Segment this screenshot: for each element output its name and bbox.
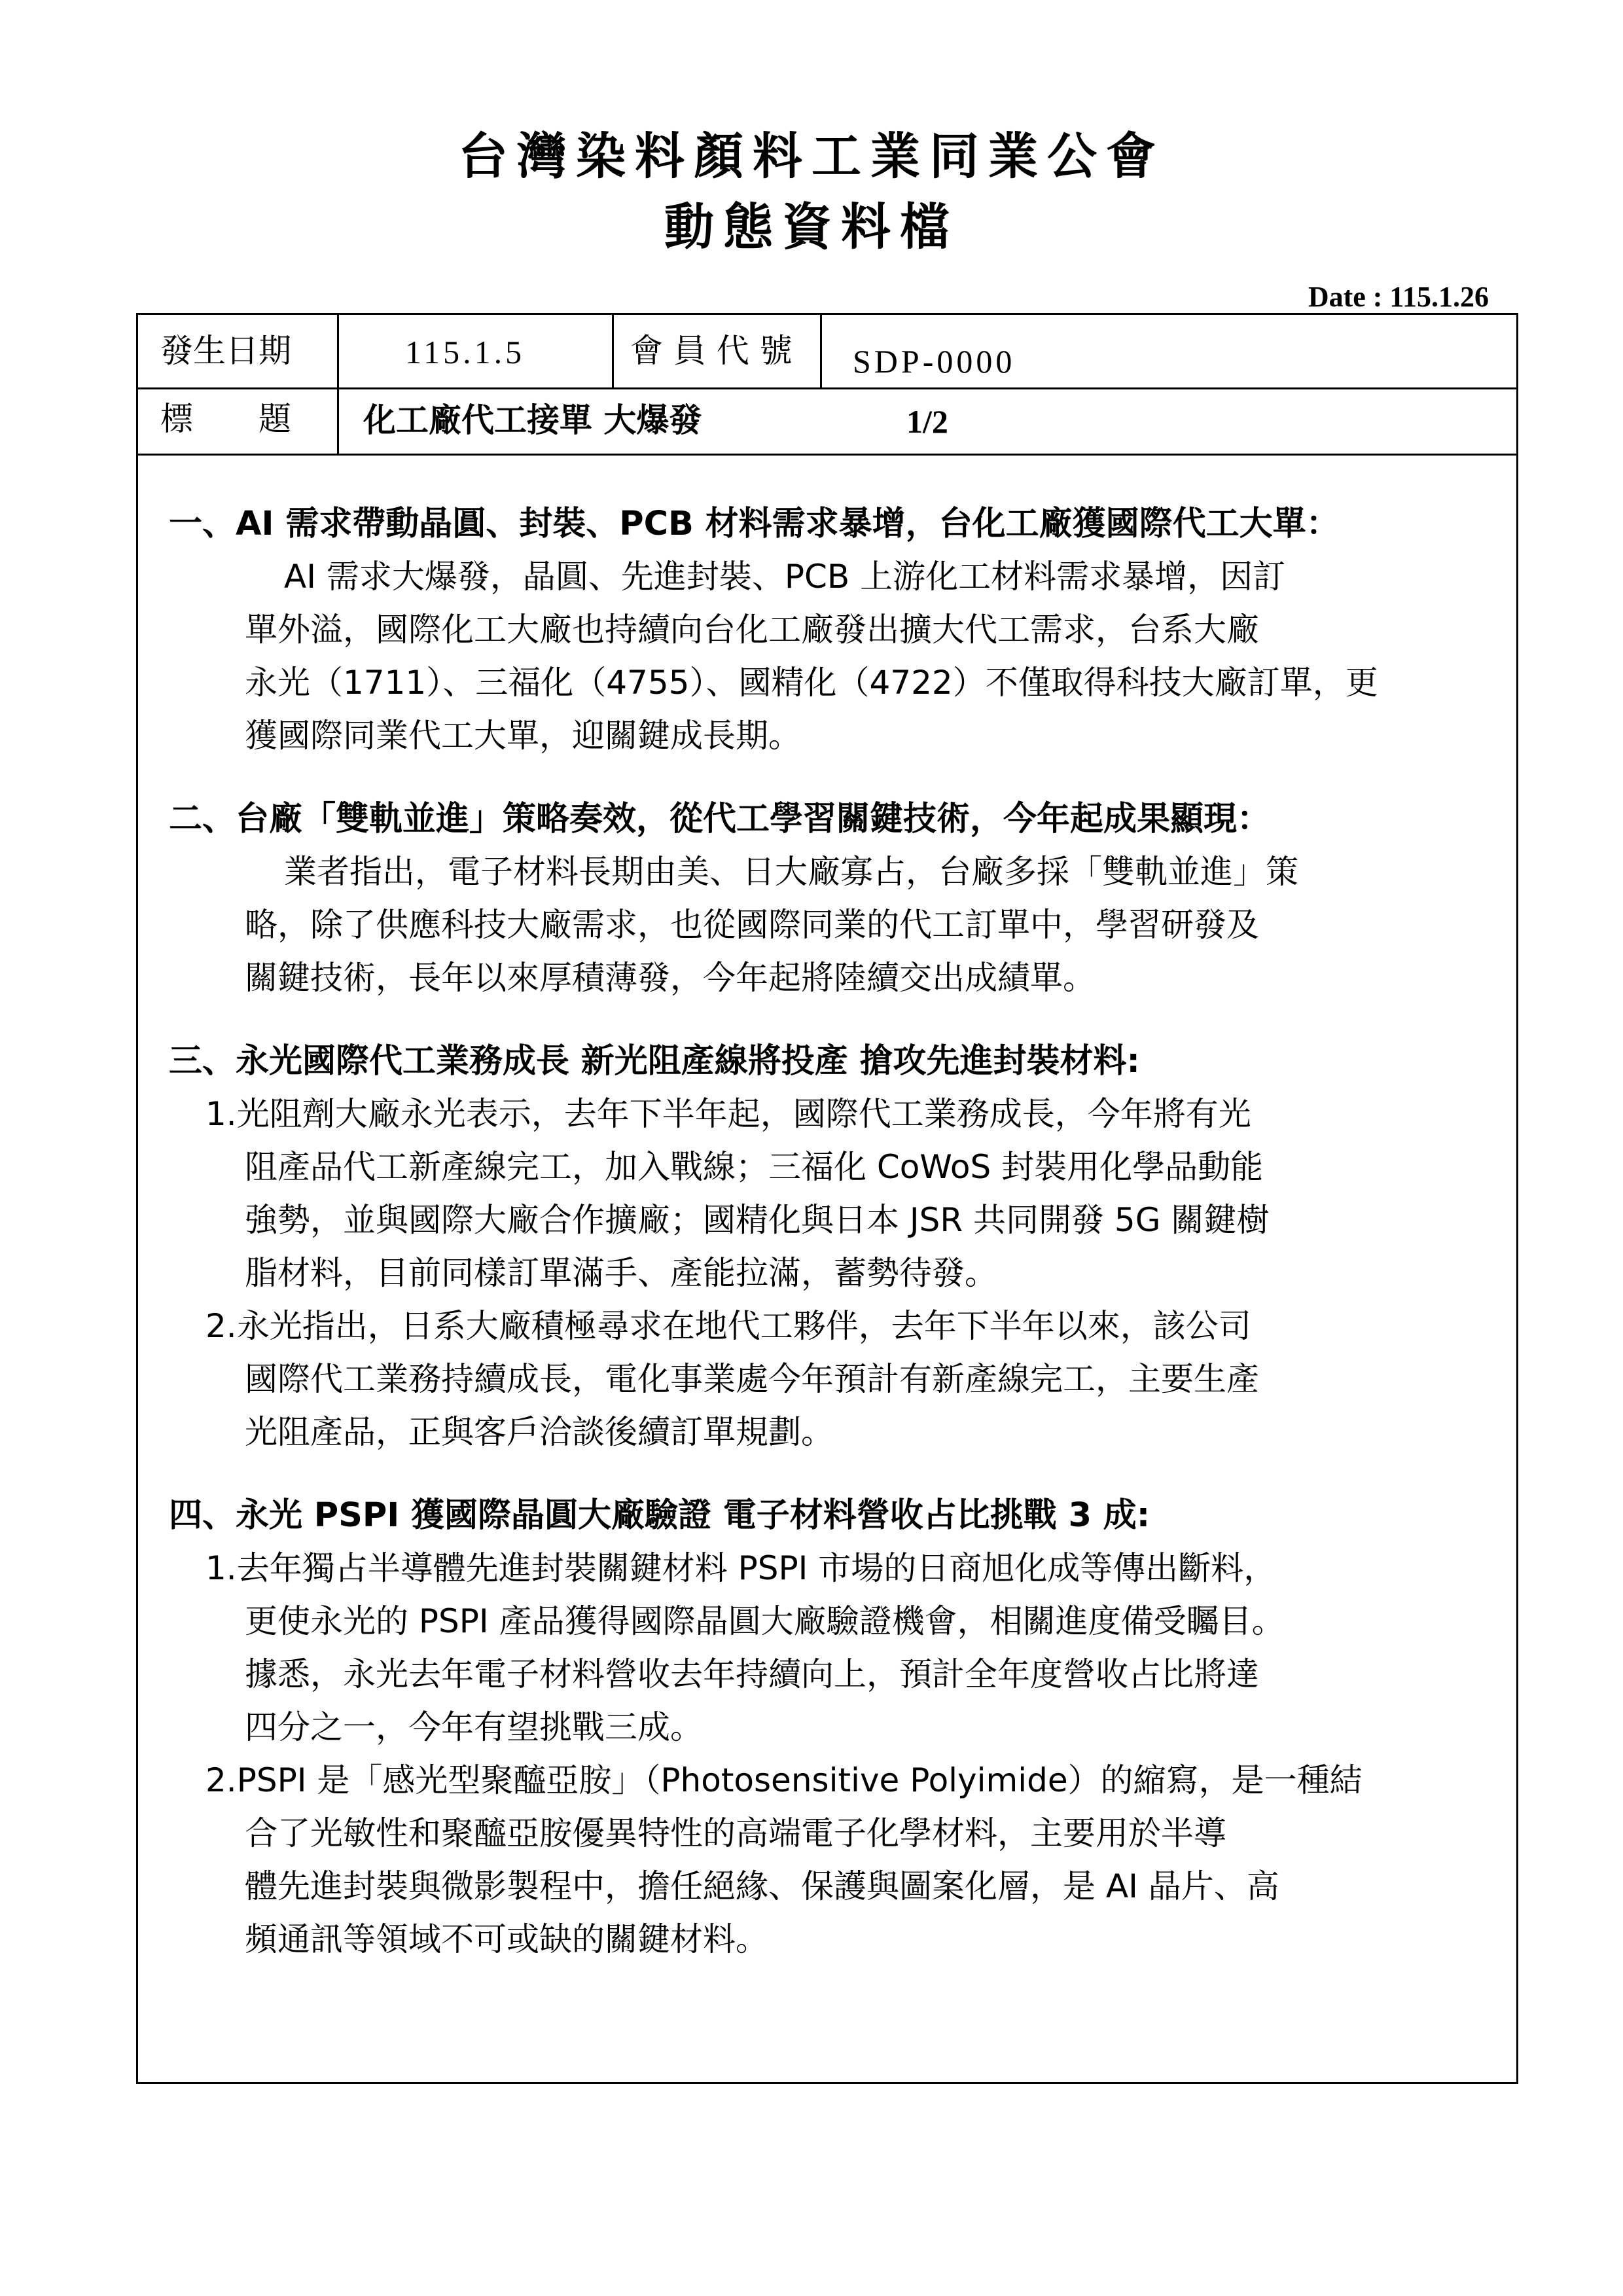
- section-1: [169, 497, 1504, 762]
- organization-title: 台灣染料顏料工業同業公會: [458, 127, 1165, 185]
- section-paragraph: [169, 846, 1504, 1005]
- list-item: [169, 1754, 1504, 1966]
- paragraph-line: 業者指出，電子材料長期由美、日大廠寡占，台廠多採「雙軌並進」策: [284, 853, 1298, 891]
- table-column-divider: [612, 315, 614, 387]
- section-3: [169, 1035, 1504, 1459]
- document-date: Date : 115.1.26: [1308, 281, 1489, 313]
- member-code-value: SDP-0000: [853, 343, 1016, 380]
- list-item-line: 頻通訊等領域不可或缺的關鍵材料。: [245, 1920, 768, 1958]
- subject-label: 標 題: [160, 400, 291, 438]
- document-body: [169, 497, 1504, 1996]
- paragraph-line: 永光（1711）、三福化（4755）、國精化（4722）不僅取得科技大廠訂單，更: [245, 664, 1378, 702]
- list-item-line: 脂材料，目前同樣訂單滿手、產能拉滿，蓄勢待發。: [245, 1254, 997, 1292]
- section-heading: 三、永光國際代工業務成長 新光阻產線將投產 搶攻先進封裝材料:: [169, 1042, 1140, 1081]
- paragraph-line: 獲國際同業代工大單，迎關鍵成長期。: [245, 717, 801, 755]
- list-item-line: 2.PSPI 是「感光型聚醯亞胺」（Photosensitive Polyimide）的縮寫，是一種結: [205, 1761, 1363, 1799]
- list-item-line: 體先進封裝與微影製程中，擔任絕緣、保護與圖案化層，是 AI 晶片、高: [245, 1867, 1279, 1905]
- member-code-label: 會 員 代 號: [630, 332, 793, 370]
- subject-value: 化工廠代工接單 大爆發: [363, 401, 702, 439]
- section-4: [169, 1489, 1504, 1966]
- table-bottom-divider: [138, 454, 1516, 456]
- list-item: [169, 1088, 1504, 1300]
- list-item-line: 1.去年獨占半導體先進封裝關鍵材料 PSPI 市場的日商旭化成等傳出斷料，: [205, 1549, 1277, 1587]
- list-item-line: 強勢，並與國際大廠合作擴廠；國精化與日本 JSR 共同開發 5G 關鍵樹: [245, 1201, 1270, 1239]
- list-item-line: 1.光阻劑大廠永光表示，去年下半年起，國際代工業務成長，今年將有光: [205, 1095, 1251, 1133]
- section-heading: 四、永光 PSPI 獲國際晶圓大廠驗證 電子材料營收占比挑戰 3 成:: [169, 1496, 1150, 1535]
- list-item: [169, 1300, 1504, 1459]
- section-paragraph: [169, 550, 1504, 762]
- table-row-divider: [138, 387, 1516, 389]
- page-number: 1/2: [906, 403, 948, 440]
- document-title: 動態資料檔: [664, 198, 959, 256]
- list-item-line: 阻產品代工新產線完工，加入戰線；三福化 CoWoS 封裝用化學品動能: [245, 1148, 1264, 1186]
- list-item: [169, 1542, 1504, 1754]
- paragraph-line: 單外溢，國際化工大廠也持續向台化工廠發出擴大代工需求，台系大廠: [245, 611, 1259, 649]
- table-column-divider: [820, 315, 822, 387]
- list-item-line: 合了光敏性和聚醯亞胺優異特性的高端電子化學材料，主要用於半導: [245, 1814, 1226, 1852]
- section-2: [169, 793, 1504, 1005]
- paragraph-line: 關鍵技術，長年以來厚積薄發，今年起將陸續交出成績單。: [245, 959, 1096, 997]
- list-item-line: 光阻產品，正與客戶洽談後續訂單規劃。: [245, 1413, 834, 1451]
- section-heading: 一、AI 需求帶動晶圓、封裝、PCB 材料需求暴增，台化工廠獲國際代工大單：: [169, 505, 1340, 543]
- paragraph-line: 略，除了供應科技大廠需求，也從國際同業的代工訂單中，學習研發及: [245, 906, 1259, 944]
- list-item-line: 據悉，永光去年電子材料營收去年持續向上，預計全年度營收占比將達: [245, 1655, 1259, 1693]
- list-item-line: 國際代工業務持續成長，電化事業處今年預計有新產線完工，主要生產: [245, 1360, 1259, 1398]
- table-column-divider: [337, 315, 339, 454]
- list-item-line: 更使永光的 PSPI 產品獲得國際晶圓大廠驗證機會，相關進度備受矚目。: [245, 1602, 1285, 1640]
- section-heading: 二、台廠「雙軌並進」策略奏效，從代工學習關鍵技術，今年起成果顯現：: [169, 800, 1271, 838]
- list-item-line: 2.永光指出，日系大廠積極尋求在地代工夥伴，去年下半年以來，該公司: [205, 1307, 1251, 1345]
- paragraph-line: AI 需求大爆發，晶圓、先進封裝、PCB 上游化工材料需求暴增，因訂: [284, 558, 1286, 596]
- list-item-line: 四分之一，今年有望挑戰三成。: [245, 1708, 703, 1746]
- date-label: 發生日期: [160, 332, 291, 370]
- date-value: 115.1.5: [405, 334, 526, 370]
